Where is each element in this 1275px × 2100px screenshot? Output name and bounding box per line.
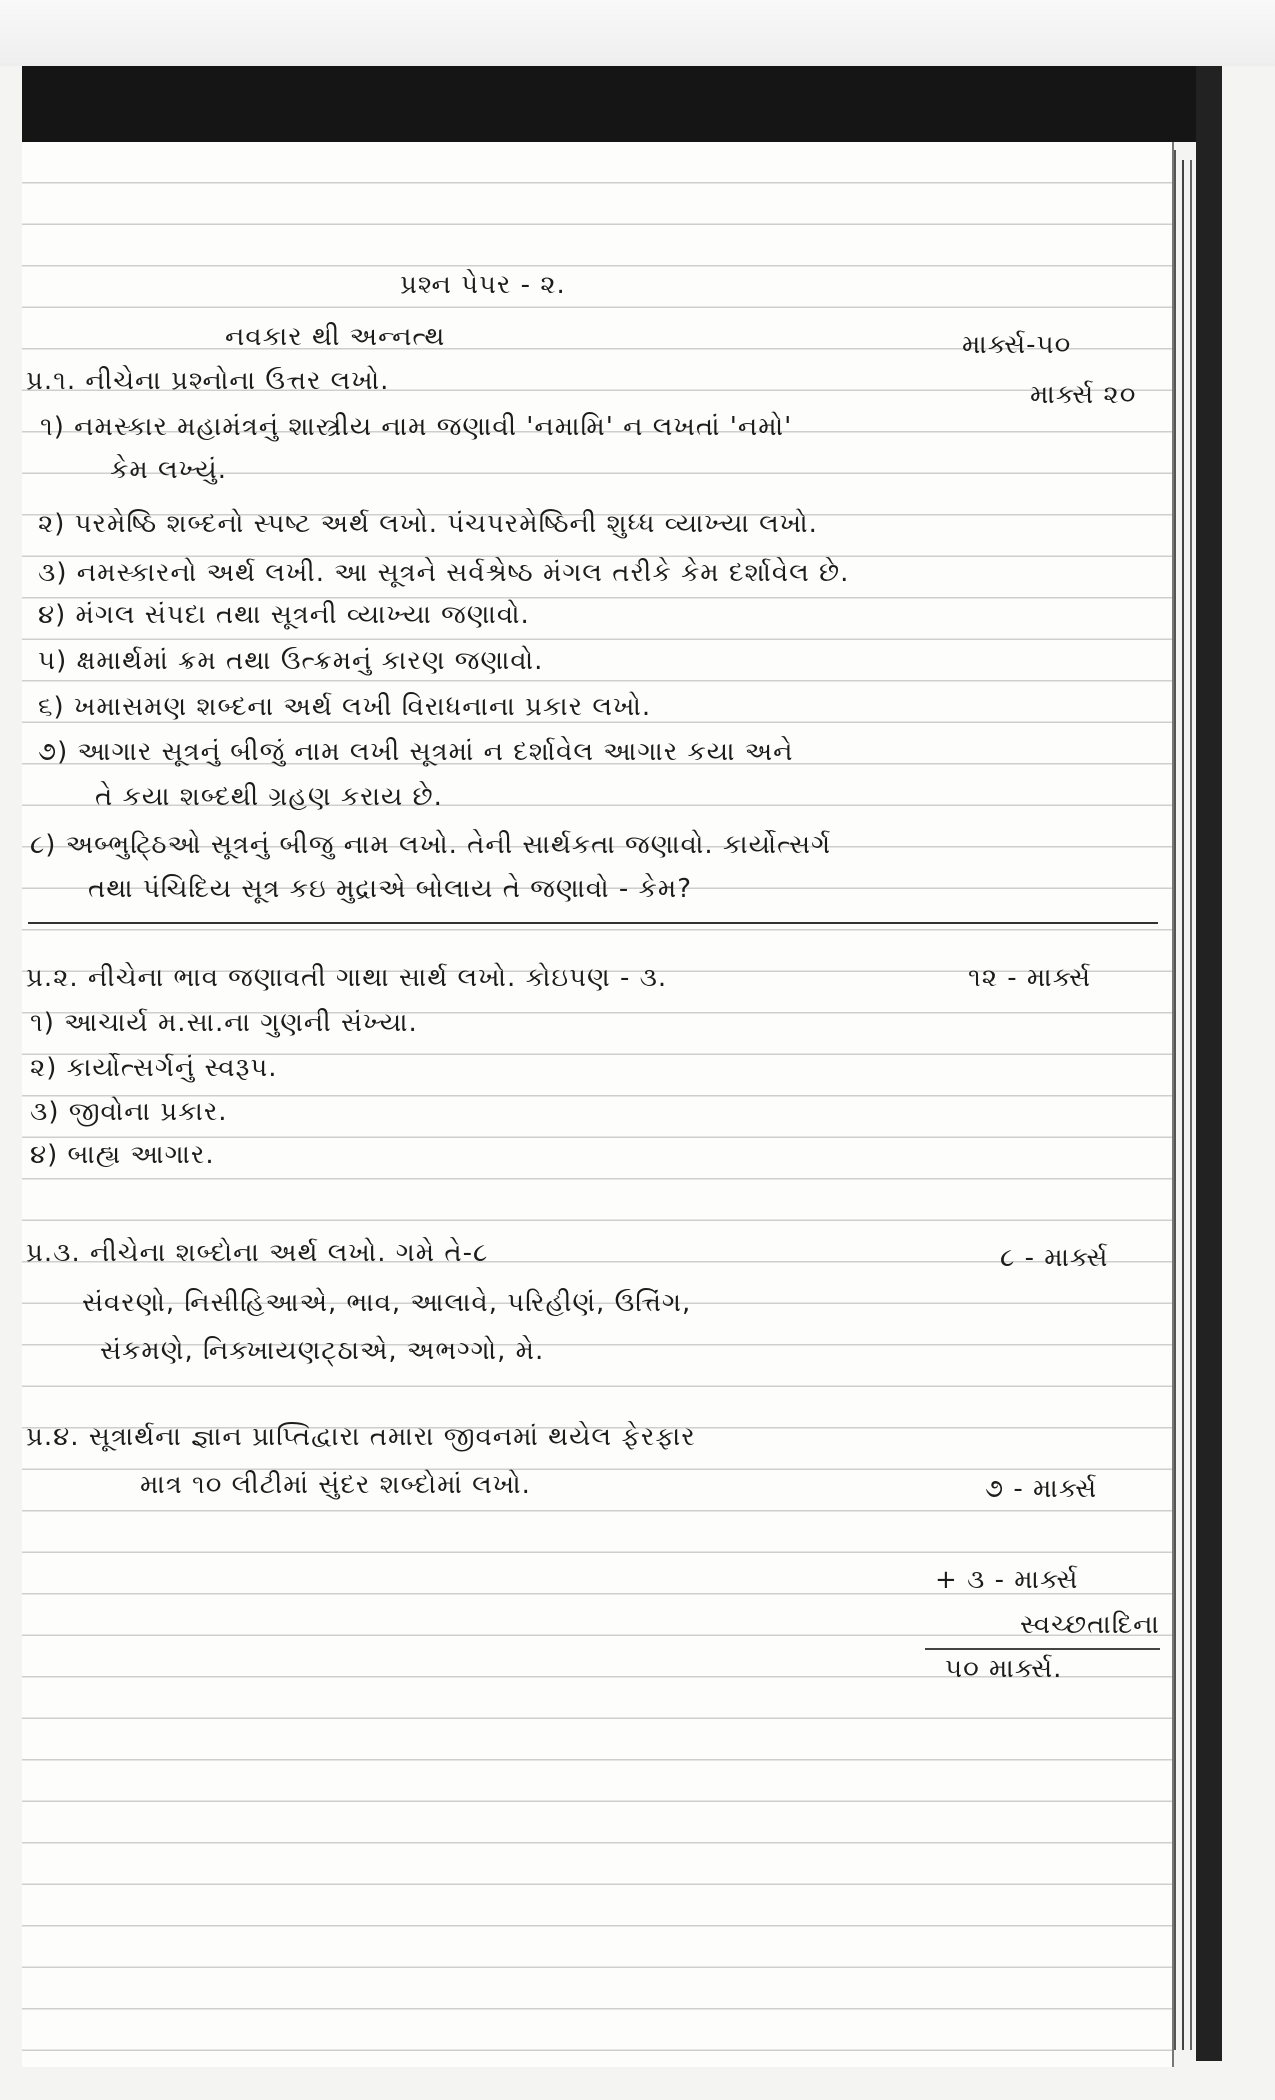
q2-heading: પ્ર.૨. નીચેના ભાવ જણાવતી ગાથા સાર્થ લખો. કોઇપણ - ૩. — [26, 963, 668, 993]
q1-item: ૨) પરમેષ્ઠિ શબ્દનો સ્પષ્ટ અર્થ લખો. પંચપરમેષ્ઠિની શુધ્ધ વ્યાખ્યા લખો. — [38, 509, 818, 539]
q2-item: ૨) કાર્યોત્સર્ગનું સ્વરૂપ. — [30, 1053, 278, 1083]
q1-item: કેમ લખ્યું. — [110, 455, 227, 485]
q4-heading: પ્ર.૪. સૂત્રાર્થના જ્ઞાન પ્રાપ્તિદ્વારા તમારા જીવનમાં થયેલ ફેરફાર — [26, 1422, 696, 1452]
q2-item: ૪) બાહ્ય આગાર. — [30, 1140, 215, 1170]
q1-item: ૮) અબ્ભુટ્ઠિઓ સૂત્રનું બીજુ નામ લખો. તેની સાર્થકતા જણાવો. કાર્યોત્સર્ગ — [30, 830, 832, 860]
extra-marks: + ૩ - માર્ક્સ — [935, 1565, 1079, 1595]
total-underline — [925, 1648, 1160, 1650]
q4-line2: માત્ર ૧૦ લીટીમાં સુંદર શબ્દોમાં લખો. — [140, 1470, 531, 1500]
q1-item: ૧) નમસ્કાર મહામંત્રનું શાસ્ત્રીય નામ જણાવી 'નમામિ' ન લખતાં 'નમો' — [40, 412, 793, 442]
page-edge — [1174, 150, 1176, 2050]
q1-heading: પ્ર.૧. નીચેના પ્રશ્નોના ઉત્તર લખો. — [26, 366, 390, 396]
q2-marks: ૧૨ - માર્ક્સ — [968, 963, 1092, 993]
q1-item: ૩) નમસ્કારનો અર્થ લખી. આ સૂત્રને સર્વશ્રેષ્ઠ મંગલ તરીકે કેમ દર્શાવેલ છે. — [38, 558, 850, 588]
scan-top-border — [22, 66, 1222, 142]
q1-item: ૭) આગાર સૂત્રનું બીજું નામ લખી સૂત્રમાં ન દર્શાવેલ આગાર કયા અને — [38, 737, 794, 767]
q1-item: ૬) ખમાસમણ શબ્દના અર્થ લખી વિરાધનાના પ્રકાર લખો. — [38, 692, 652, 722]
paper-subtitle: નવકાર થી અન્નત્થ — [225, 322, 446, 352]
q2-item: ૩) જીવોના પ્રકાર. — [30, 1097, 228, 1127]
q3-words-line1: સંવરણો, નિસીહિઆએ, ભાવ, આલાવે, પરિહીણં, ઉત્તિંગ, — [82, 1288, 692, 1318]
page-edge — [1182, 160, 1184, 2050]
q1-item: ૫) ક્ષમાર્થમાં ક્રમ તથા ઉત્ક્રમનું કારણ જણાવો. — [38, 646, 544, 676]
q1-marks: માર્ક્સ ૨૦ — [1030, 380, 1137, 410]
paper-title: પ્રશ્ન પેપર - ૨. — [400, 270, 566, 300]
page-edge — [1190, 160, 1192, 2050]
q1-item: તથા પંચિદિય સૂત્ર કઇ મુદ્રાએ બોલાય તે જણાવો - કેમ? — [88, 874, 692, 904]
scan-right-border — [1196, 66, 1222, 2061]
scan-margin — [0, 0, 1275, 66]
extra-marks-label: સ્વચ્છતાદિના — [1020, 1610, 1160, 1640]
divider-line — [28, 922, 1158, 924]
q3-heading: પ્ર.૩. નીચેના શબ્દોના અર્થ લખો. ગમે તે-૮ — [26, 1238, 489, 1268]
q4-marks: ૭ - માર્ક્સ — [985, 1474, 1098, 1504]
q1-item: તે કયા શબ્દથી ગ્રહણ કરાય છે. — [95, 782, 443, 812]
q3-marks: ૮ - માર્ક્સ — [1000, 1243, 1109, 1273]
q1-item: ૪) મંગલ સંપદા તથા સૂત્રની વ્યાખ્યા જણાવો. — [38, 600, 530, 630]
q2-item: ૧) આચાર્ય મ.સા.ના ગુણની સંખ્યા. — [30, 1008, 418, 1038]
total-marks: માર્ક્સ-૫૦ — [962, 330, 1072, 360]
grand-total: ૫૦ માર્ક્સ. — [945, 1654, 1063, 1684]
q3-words-line2: સંકમણે, નિક્ખાયણટ્ઠાએ, અભગ્ગો, મે. — [100, 1336, 545, 1366]
